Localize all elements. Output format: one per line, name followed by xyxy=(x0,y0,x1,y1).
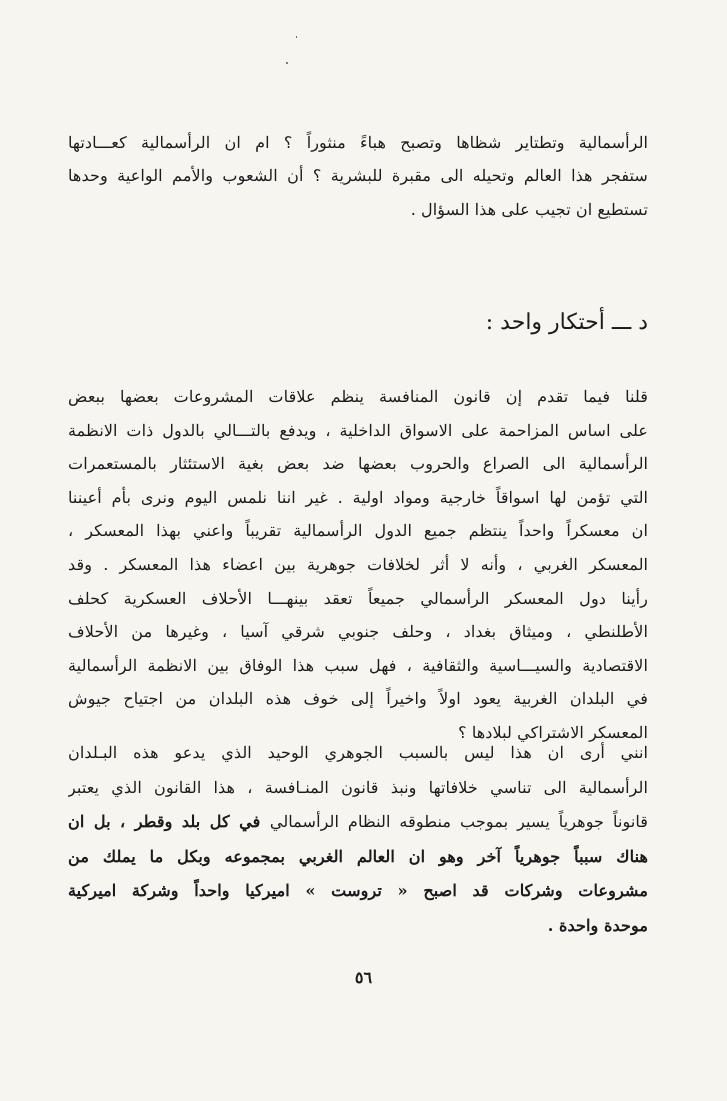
text-line: ان معسكراً واحداً ينتظم جميع الدول الرأسمالية تقريباً واعني بهذا المعسكر ، xyxy=(68,521,648,541)
text-regular-run: قانوناً جوهرياً يسير بموجب منطوقه النظام الرأسمالي xyxy=(269,812,648,831)
paragraph-continuation xyxy=(68,126,648,226)
text-line-bold: موحدة واحدة . xyxy=(547,915,648,935)
text-line: انني أرى ان هذا ليس بالسبب الجوهري الوحيد الذي يدعو هذه البـلدان xyxy=(68,743,648,762)
text-line: الرأسمالية وتطتاير شظاها وتصبح هباءً منثوراً ؟ ام ان الرأسمالية كعـــادتها xyxy=(68,133,648,152)
page-number: ٥٦ xyxy=(354,968,373,987)
text-line-mixed xyxy=(68,805,648,840)
text-line: الاقتصادية والسيـــاسية والثقافية ، فهل سبب هذا الوفاق بين الانظمة الرأسمالية xyxy=(68,655,648,675)
text-line: المعسكر الاشتراكي لبلادها ؟ xyxy=(458,722,648,742)
text-line-bold: مشروعات وشركات قد اصبح « تروست » اميركيا واحداً وشركة اميركية xyxy=(68,881,648,900)
text-line: التي تؤمن لها اسواقاً خارجية ومواد اولية . غير اننا نلمس اليوم ونرى بأم أعيننا xyxy=(68,487,648,507)
paragraph-competition xyxy=(68,380,648,750)
print-speck xyxy=(296,36,297,38)
text-line: المعسكر الغربي ، وأنه لا أثر لخلافات جوهرية بين اعضاء هذا المعسكر . وقد xyxy=(68,554,648,574)
text-line-bold: هناك سبباً جوهرياً آخر وهو ان العالم الغربي بمجموعه وبكل ما يملك من xyxy=(68,846,648,866)
text-line: في البلدان الغربية يعود اولاً واخيراً إلى خوف هذه البلدان من اجتياح جيوش xyxy=(68,689,648,709)
text-line: تستطيع ان تجيب على هذا السؤال . xyxy=(410,199,648,219)
text-line: رأينا دول المعسكر الرأسمالي جميعاً تعقد بينهـــا الأحلاف العسكرية كحلف xyxy=(68,588,648,608)
paragraph-trust xyxy=(68,736,648,943)
text-line: الرأسمالية الى الصراع والحروب بعضها ضد بعض بغية الاستئثار بالمستعمرات xyxy=(68,454,648,474)
text-line: ستفجر هذا العالم وتحيله الى مقبرة للبشرية ؟ أن الشعوب والأمم الواعية وحدها xyxy=(68,166,648,186)
print-speck xyxy=(286,62,288,64)
text-line: الرأسمالية الى تناسي خلافاتها ونبذ قانون المنـافسة ، هذا القانون الذي يعتبر xyxy=(68,777,648,797)
text-line: الأطلنطي ، وميثاق بغداد ، وحلف جنوبي شرقي آسيا ، وغيرها من الأحلاف xyxy=(68,622,648,642)
text-line: على اساس المزاحمة على الاسواق الداخلية ، ويدفع بالتـــالي بالدول ذات الانظمة xyxy=(68,420,648,440)
text-bold-run: في كل بلد وقطر ، بل ان xyxy=(68,812,270,831)
section-heading: د ـــ أحتكار واحد : xyxy=(485,310,648,335)
text-line: قلنا فيما تقدم إن قانون المنافسة ينظم علاقات المشروعات بعضها ببعض xyxy=(68,387,648,406)
